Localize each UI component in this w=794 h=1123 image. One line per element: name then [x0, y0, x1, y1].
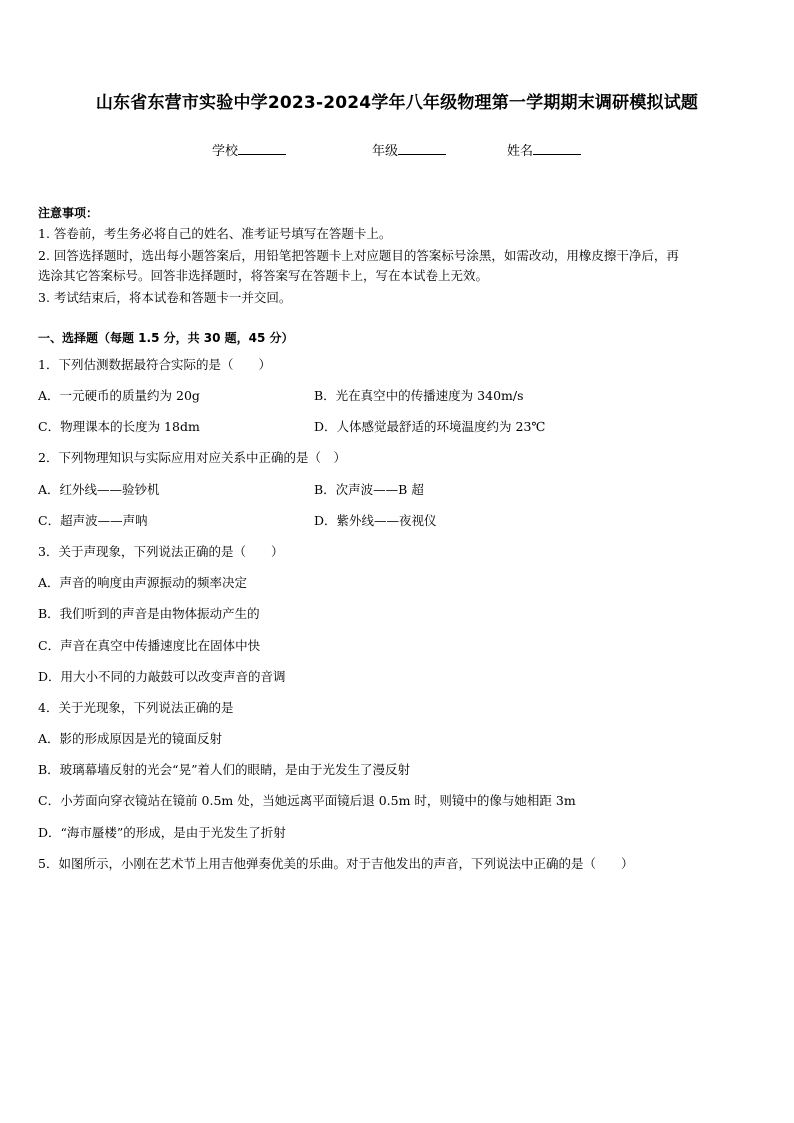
question-option: A．声音的响度由声源振动的频率决定 — [38, 575, 248, 590]
name-label: 姓名 — [507, 144, 534, 159]
question-stem: 4．关于光现象，下列说法正确的是 — [38, 700, 234, 715]
school-field — [212, 140, 286, 159]
notice-heading: 注意事项： — [38, 206, 99, 220]
question-option: D．紫外线——夜视仪 — [314, 513, 437, 528]
notice-item: 3. 考试结束后，将本试卷和答题卡一并交回。 — [38, 290, 292, 305]
question-option: C．超声波——声呐 — [38, 513, 148, 528]
question-option: A．红外线——验钞机 — [38, 482, 160, 497]
question-option: D．人体感觉最舒适的环境温度约为 23℃ — [314, 419, 546, 434]
notice-item: 选涂其它答案标号。回答非选择题时，将答案写在答题卡上，写在本试卷上无效。 — [38, 268, 489, 283]
question-option: D．“海市蜃楼”的形成，是由于光发生了折射 — [38, 825, 286, 840]
question-stem: 1．下列估测数据最符合实际的是（ ） — [38, 357, 271, 372]
question-option: B．光在真空中的传播速度为 340m/s — [314, 388, 524, 403]
question-option: C．物理课本的长度为 18dm — [38, 419, 200, 434]
question-option: C．声音在真空中传播速度比在固体中快 — [38, 638, 261, 653]
question-option: A．影的形成原因是光的镜面反射 — [38, 731, 223, 746]
school-label: 学校 — [212, 144, 239, 159]
question-stem: 5．如图所示，小刚在艺术节上用吉他弹奏优美的乐曲。对于吉他发出的声音，下列说法中正确的是（ ） — [38, 856, 634, 871]
name-blank[interactable] — [533, 143, 581, 155]
question-option: B．玻璃幕墙反射的光会“晃”着人们的眼睛，是由于光发生了漫反射 — [38, 762, 410, 777]
question-option: C．小芳面向穿衣镜站在镜前 0.5m 处，当她远离平面镜后退 0.5m 时，则镜中的像与她相距 3m — [38, 793, 576, 808]
page-title: 山东省东营市实验中学2023-2024学年八年级物理第一学期期末调研模拟试题 — [95, 93, 699, 113]
notice-item: 1. 答卷前，考生务必将自己的姓名、准考证号填写在答题卡上。 — [38, 226, 392, 241]
name-field — [507, 140, 581, 159]
question-option: D．用大小不同的力敲鼓可以改变声音的音调 — [38, 669, 286, 684]
notice-item: 2. 回答选择题时，选出每小题答案后，用铅笔把答题卡上对应题目的答案标号涂黑，如需改动，用橡皮擦干净后，再 — [38, 248, 679, 263]
question-stem: 3．关于声现象，下列说法正确的是（ ） — [38, 544, 284, 559]
question-option: A．一元硬币的质量约为 20g — [38, 388, 200, 403]
grade-blank[interactable] — [398, 143, 446, 155]
question-stem: 2．下列物理知识与实际应用对应关系中正确的是（ ） — [38, 450, 346, 465]
question-option: B．我们听到的声音是由物体振动产生的 — [38, 606, 260, 621]
grade-field — [372, 140, 446, 159]
question-option: B．次声波——B 超 — [314, 482, 424, 497]
section-heading: 一、选择题（每题 1.5 分，共 30 题，45 分） — [38, 331, 294, 345]
grade-label: 年级 — [372, 144, 399, 159]
school-blank[interactable] — [238, 143, 286, 155]
